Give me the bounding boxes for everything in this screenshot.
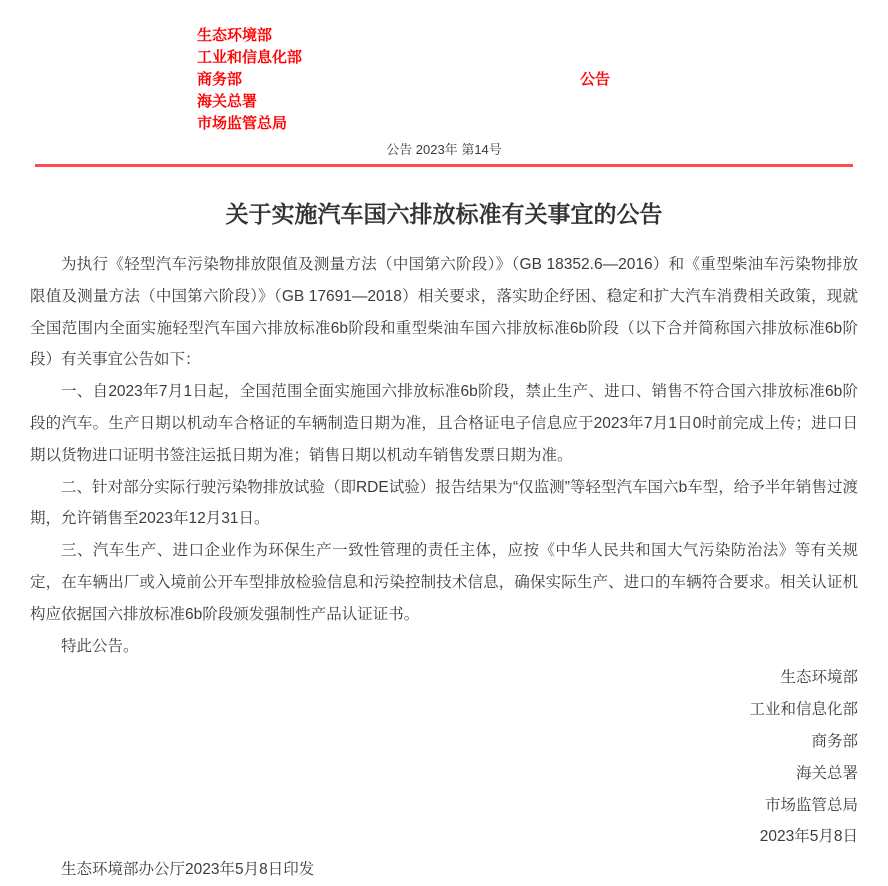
footer-print-note: 生态环境部办公厅2023年5月8日印发 [61, 861, 315, 879]
issuing-agency-line: 商务部 [197, 71, 243, 88]
red-divider-line [35, 164, 853, 167]
issuing-agency-line: 市场监管总局 [197, 115, 288, 132]
signature-agency-line: 市场监管总局 [764, 796, 858, 814]
signature-agency-line: 海关总署 [795, 764, 858, 782]
announcement-label: 公告 [580, 71, 611, 88]
signature-agency-line: 商务部 [811, 732, 858, 750]
signature-block [30, 662, 858, 853]
body-paragraph: 一、自2023年7月1日起，全国范围全面实施国六排放标准6b阶段，禁止生产、进口、销售不符合国六排放标准6b阶段的汽车。生产日期以机动车合格证的车辆制造日期为准，且合格证电子信息应于2023年7月1日0时前完成上传；进口日期以货物进口证明书签注运抵日期为准；销售日期以机动车销售发票日期为准。 [30, 383, 858, 464]
doc-number: 公告 2023年 第14号 [386, 142, 502, 157]
issuing-agency-line: 生态环境部 [197, 27, 273, 44]
body-paragraph: 为执行《轻型汽车污染物排放限值及测量方法（中国第六阶段）》（GB 18352.6—2016）和《重型柴油车污染物排放限值及测量方法（中国第六阶段）》（GB 17691—2018）相关要求，落实助企纾困、稳定和扩大汽车消费相关政策，现就全国范围内全面实施轻型汽车国六排放标准6b阶段和重型柴油车国六排放标准6b阶段（以下合并简称国六排放标准6b阶段）有关事宜公告如下： [30, 256, 858, 369]
letterhead [30, 25, 858, 135]
document-body [30, 249, 858, 662]
body-paragraph: 特此公告。 [61, 637, 139, 655]
signature-date: 2023年5月8日 [759, 828, 858, 846]
page-title: 关于实施汽车国六排放标准有关事宜的公告 [225, 201, 663, 227]
issuing-agency-line: 工业和信息化部 [197, 49, 303, 66]
body-paragraph: 三、汽车生产、进口企业作为环保生产一致性管理的责任主体，应按《中华人民共和国大气污染防治法》等有关规定，在车辆出厂或入境前公开车型排放检验信息和污染控制技术信息，确保实际生产、进口的车辆符合要求。相关认证机构应依据国六排放标准6b阶段颁发强制性产品认证证书。 [30, 542, 858, 623]
signature-agency-line: 工业和信息化部 [749, 701, 858, 719]
issuing-agency-list [197, 25, 858, 135]
signature-agency-line: 生态环境部 [780, 669, 858, 687]
issuing-agency-line: 海关总署 [197, 93, 258, 110]
body-paragraph: 二、针对部分实际行驶污染物排放试验（即RDE试验）报告结果为“仅监测”等轻型汽车国六b车型，给予半年销售过渡期，允许销售至2023年12月31日。 [30, 478, 858, 528]
